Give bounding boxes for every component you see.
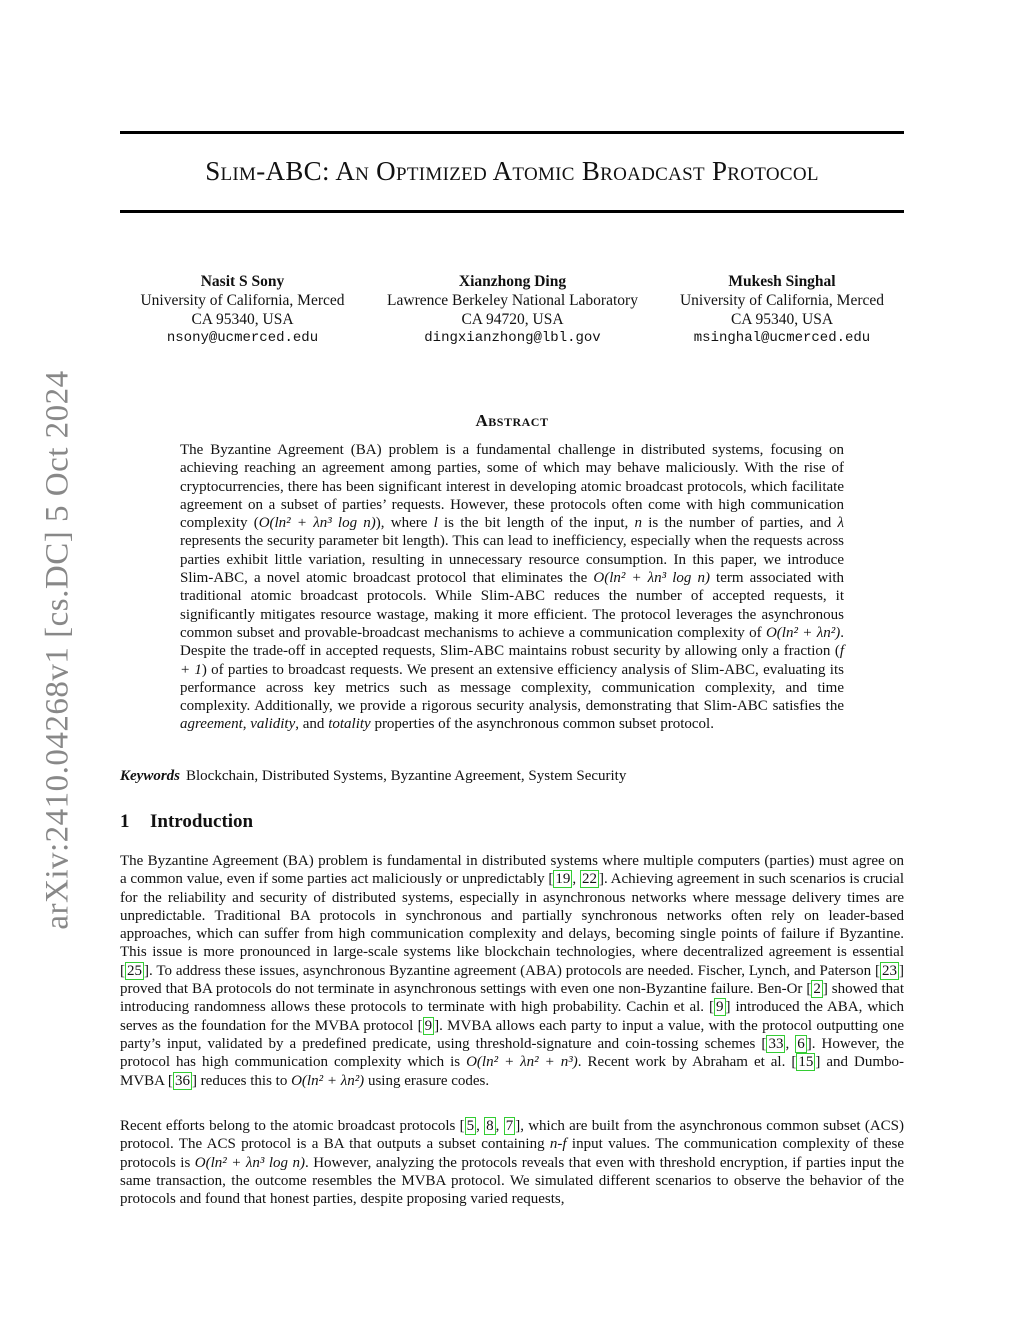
author-location: CA 95340, USA — [191, 311, 294, 328]
author-name: Xianzhong Ding — [458, 273, 567, 290]
author-email[interactable]: dingxianzhong@lbl.gov — [424, 330, 601, 346]
keywords-label: Keywords — [120, 768, 180, 784]
citation-link[interactable]: 2 — [813, 981, 821, 998]
author-name: Mukesh Singhal — [728, 273, 836, 290]
citation-link[interactable]: 5 — [466, 1118, 475, 1134]
author-affiliation: University of California, Merced — [679, 292, 885, 309]
citation-link[interactable]: 7 — [505, 1118, 514, 1134]
citation-link[interactable]: 9 — [716, 999, 724, 1016]
author-location: CA 94720, USA — [461, 311, 564, 328]
citation-link[interactable]: 6 — [797, 1035, 805, 1052]
abstract-heading: Abstract — [475, 411, 549, 430]
intro-paragraph-1: The Byzantine Agreement (BA) problem is fundamental in distributed systems where multiple computers (parties) must agree on a common value, even if some parties act maliciously or unpredictably [ 19 , 22 ]. Achieving agreement in such scenarios is crucial for the reliability and security of distributed systems, especially in asynchronous networks where message delivery times are unpredictable. Traditional BA protocols in synchronous and partially synchronous networks often rely on leader-based approaches, which can suffer from high communication complexity and delays, becoming single points of failure if Byzantine. This issue is more pronounced in large-scale systems like blockchain technologies, where decentralized agreement is essential [ 25 ]. To address these issues, asynchronous Byzantine agreement (ABA) protocols are needed. Fischer, Lynch, and Paterson [ 23 ] proved that BA protocols do not terminate in asynchronous settings with even one non-Byzantine failure. Ben-Or [ 2 ] showed that introducing randomness allows these protocols to terminate with high probability. Cachin et al. [ 9 ] introduced the ABA, which serves as the foundation for the MVBA protocol [ 9 ]. MVBA allows each party to input a value, with the protocol outputting one party’s input, validated by a predefined predicate, using threshold-signature and coin-tossing schemes [ 33 , 6 ]. However, the protocol has high communication complexity which is O(ln² + λn² + n³). Recent work by Abraham et al. [ 15 ] and Dumbo-MVBA [ 36 ] reduces this to O(ln² + λn²) using erasure codes. — [120, 853, 905, 1089]
abstract-body — [180, 441, 844, 734]
citation-link[interactable]: 9 — [424, 1017, 433, 1034]
author-1 — [120, 272, 365, 348]
author-affiliation: Lawrence Berkeley National Laboratory — [387, 292, 638, 309]
citation-link[interactable]: 33 — [768, 1035, 784, 1052]
keywords — [120, 768, 904, 785]
citation-link[interactable]: 22 — [581, 871, 597, 888]
citation-link[interactable]: 8 — [486, 1118, 494, 1134]
abstract-paragraph: The Byzantine Agreement (BA) problem is a fundamental challenge in distributed systems, focusing on achieving reaching an agreement among parties, some of which may behave maliciously. With the rise of cryptocurrencies, there has been significant interest in developing atomic broadcast protocols, which facilitate agreement on a subset of parties’ requests. However, these protocols often come with high communication complexity (O(ln² + λn³ log n)), where l is the bit length of the input, n is the number of parties, and λ represents the security parameter bit length). This can lead to inefficiency, especially when the requests across parties exhibit little variation, resulting in unnecessary resource consumption. In this paper, we introduce Slim-ABC, a novel atomic broadcast protocol that eliminates the O(ln² + λn³ log n) term associated with traditional atomic broadcast protocols. While Slim-ABC reduces the number of accepted requests, it significantly mitigates resource wastage, making it more efficient. The protocol leverages the asynchronous common subset and provable-broadcast mechanisms to achieve a communication complexity of O(ln² + λn²). Despite the trade-off in accepted requests, Slim-ABC maintains robust security by allowing only a fraction (f + 1) of parties to broadcast requests. We present an extensive efficiency analysis of Slim-ABC, evaluating its performance across key metrics such as message complexity, communication complexity, and time complexity. Additionally, we provide a rigorous security analysis, demonstrating that Slim-ABC satisfies the agreement, validity, and totality properties of the asynchronous common subset protocol. — [180, 442, 844, 733]
author-affiliation: University of California, Merced — [140, 292, 345, 309]
title-rule-top — [120, 131, 904, 134]
intro-paragraph-2: Recent efforts belong to the atomic broadcast protocols [ 5 , 8 , 7 ], which are built from the asynchronous common subset (ACS) protocol. The ACS protocol is a BA that outputs a subset containing n-f input values. The communication complexity of these protocols is O(ln² + λn³ log n). However, analyzing the protocols reveals that even with threshold encryption, if parties input the same transaction, the outcome resembles the MVBA protocol. We simulated different scenarios to observe the behavior of the protocols and found that honest parties, despite proposing varied requests, — [120, 1118, 905, 1208]
title-rule-bottom — [120, 210, 904, 213]
arxiv-side-label: arXiv:2410.04268v1 [cs.DC] 5 Oct 2024 — [39, 370, 76, 930]
author-2 — [370, 272, 655, 348]
author-3 — [660, 272, 904, 348]
section-number: 1 — [120, 811, 130, 832]
author-location: CA 95340, USA — [730, 311, 834, 328]
citation-link[interactable]: 19 — [555, 871, 571, 888]
author-name: Nasit S Sony — [200, 273, 285, 290]
author-email[interactable]: nsony@ucmerced.edu — [166, 330, 319, 346]
citation-link[interactable]: 15 — [798, 1054, 814, 1071]
section-title: Introduction — [150, 811, 254, 832]
paper-title: Slim-ABC: An Optimized Atomic Broadcast Protocol — [205, 156, 819, 186]
citation-link[interactable]: 36 — [174, 1072, 190, 1089]
keywords-text: Blockchain, Distributed Systems, Byzantine Agreement, System Security — [186, 768, 627, 784]
citation-link[interactable]: 23 — [882, 962, 897, 979]
section-heading — [120, 811, 253, 833]
citation-link[interactable]: 25 — [127, 962, 142, 979]
author-email[interactable]: msinghal@ucmerced.edu — [693, 330, 871, 346]
